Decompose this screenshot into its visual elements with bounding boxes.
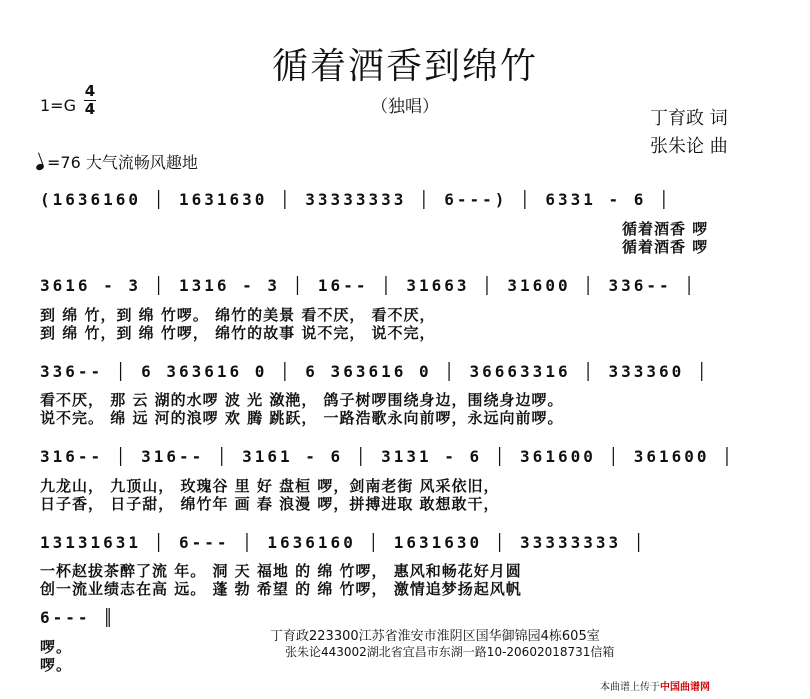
composer-address: 张朱论443002湖北省宜昌市东湖一路10-20602018731信箱 — [285, 645, 615, 659]
upload-credit — [600, 678, 710, 693]
lyrics-system-3-verse-2: 说不完。 绵 远 河的浪啰 欢 腾 跳跃， 一路浩歌永向前啰，永远向前啰。 — [40, 409, 564, 427]
tempo-marking — [36, 150, 198, 173]
lyrics-system-6-verse-2: 啰。 — [40, 656, 73, 674]
notes-system-4: 316-- │ 316-- │ 3161 - 6 │ 3131 - 6 │ 361600 │ 361600 │ — [40, 447, 735, 466]
notes-system-1: (1636160 │ 1631630 │ 33333333 │ 6---) │ 6331 - 6 │ — [40, 190, 672, 209]
lyrics-system-4-verse-2: 日子香， 日子甜， 绵竹年 画 春 浪漫 啰，拼搏进取 敢想敢干， — [40, 495, 500, 513]
lyricist-address: 丁育政223300江苏省淮安市淮阴区国华御锦园4栋605室 — [270, 629, 600, 644]
site-brand[interactable]: 中国曲谱网 — [660, 682, 710, 693]
time-bottom: 4 — [84, 100, 96, 118]
lyrics-system-5-verse-2: 创一流业绩志在高 远。 蓬 勃 希望 的 绵 竹啰， 激情追梦扬起风帆 — [40, 580, 522, 598]
lyrics-system-1-verse-1: 循着酒香 啰 — [622, 220, 709, 238]
score-title: 循着酒香到绵竹 — [271, 46, 538, 87]
quarter-note-icon — [35, 163, 45, 171]
notes-system-2: 3616 - 3 │ 1316 - 3 │ 16-- │ 31663 │ 31600 │ 336-- │ — [40, 276, 697, 295]
lyrics-system-2-verse-1: 到 绵 竹，到 绵 竹啰。 绵竹的美景 看不厌， 看不厌， — [40, 306, 436, 324]
credit-prefix: 本曲谱上传于 — [600, 682, 660, 693]
composer: 张朱论 曲 — [650, 136, 728, 157]
key-signature: 1=G — [40, 96, 76, 115]
score-subtitle: （独唱） — [371, 97, 439, 117]
lyrics-system-3-verse-1: 看不厌， 那 云 湖的水啰 波 光 潋滟， 鸽子树啰围绕身边，围绕身边啰。 — [40, 391, 564, 409]
time-top: 4 — [84, 82, 96, 100]
tempo-text: =76 大气流畅风趣地 — [47, 153, 198, 172]
time-signature — [84, 84, 96, 117]
lyrics-system-6-verse-1: 啰。 — [40, 638, 73, 656]
lyrics-system-4-verse-1: 九龙山， 九顶山， 玫瑰谷 里 好 盘桓 啰，剑南老街 风采依旧， — [40, 477, 500, 495]
lyrics-system-1-verse-2: 循着酒香 啰 — [622, 238, 709, 256]
notes-system-6: 6--- ║ — [40, 608, 116, 627]
lyricist: 丁育政 词 — [650, 108, 728, 129]
notes-system-5: 13131631 │ 6--- │ 1636160 │ 1631630 │ 33333333 │ — [40, 533, 647, 552]
lyrics-system-2-verse-2: 到 绵 竹，到 绵 竹啰， 绵竹的故事 说不完， 说不完， — [40, 324, 436, 342]
notes-system-3: 336-- │ 6 363616 0 │ 6 363616 0 │ 36663316 │ 333360 │ — [40, 362, 710, 381]
lyrics-system-5-verse-1: 一杯赵拔茶醉了流 年。 洞 天 福地 的 绵 竹啰， 惠风和畅花好月圆 — [40, 562, 522, 580]
